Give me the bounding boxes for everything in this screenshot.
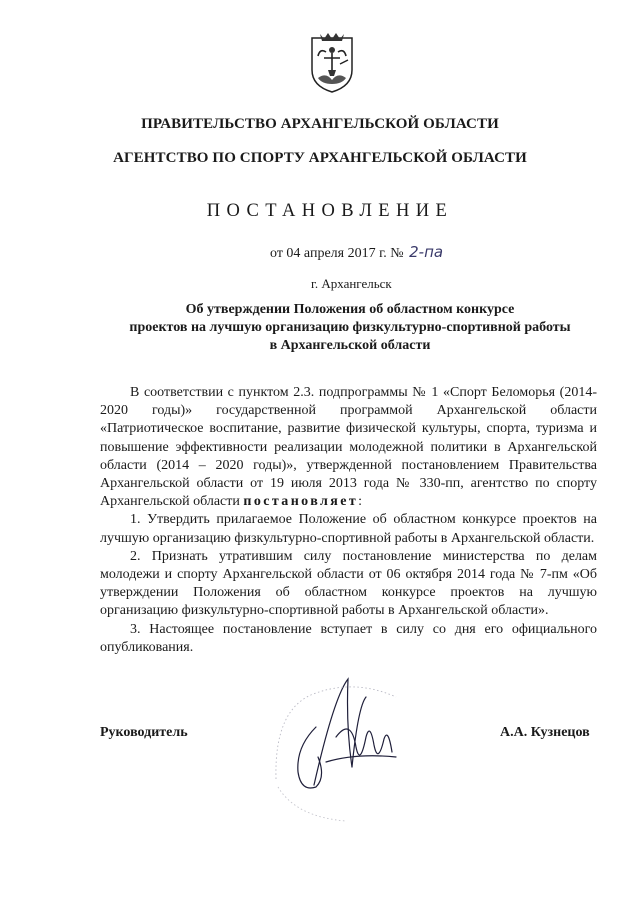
item-2: 2. Признать утратившим силу постановление министерства по делам молодежи и спорту Архангельской области от 06 октября 2014 года № 7-пм «Об утверждении Положения об областном конкурсе проектов на лучшую организацию физкультурно-спортивной работы в Архангельской области». [100,548,597,619]
item-1: 1. Утвердить прилагаемое Положение об областном конкурсе проектов на лучшую организацию физкультурно-спортивной работы в Архангельской области. [100,512,597,546]
resolves-keyword: постановляет [243,494,359,510]
document-subject [100,301,600,355]
signatory-position: Руководитель [100,725,188,740]
preamble-text: В соответствии с пунктом 2.3. подпрограммы № 1 «Спорт Беломорья (2014-2020 годы)» государственной программой Архангельской области «Патриотическое воспитание, развитие физической культуры, спорта, туризма и повышение эффективности реализации молодежной политики в Архангельской области (2014 – 2020 годы)», утвержденной постановлением Правительства Архангельской области от 19 июля 2013 года № 330-пп, агентство по спорту Архангельской области [100,385,597,510]
item-3: 3. Настоящее постановление вступает в силу со дня его официального опубликования. [100,621,597,655]
signatory-name: А.А. Кузнецов [500,725,590,740]
government-title: ПРАВИТЕЛЬСТВО АРХАНГЕЛЬСКОЙ ОБЛАСТИ [141,116,499,132]
arkhangelsk-coat-of-arms-icon [306,30,358,94]
preamble-paragraph: В соответствии с пунктом 2.3. подпрограммы № 1 «Спорт Беломорья (2014-2020 годы)» государственной программой Архангельской области «Патриотическое воспитание, развитие физической культуры, спорта, туризма и повышение эффективности реализации молодежной политики в Архангельской области (2014 – 2020 годы)», утвержденной постановлением Правительства Архангельской области от 19 июля 2013 года № 330-пп, агентство по спорту Архангельской области постановляет: [100,385,597,510]
subject-line: проектов на лучшую организацию физкультурно-спортивной работы [129,320,571,335]
document-number: 2-па [409,243,444,261]
agency-title: АГЕНТСТВО ПО СПОРТУ АРХАНГЕЛЬСКОЙ ОБЛАСТИ [113,150,527,166]
subject-line: в Архангельской области [269,338,431,353]
document-date: от 04 апреля 2017 г. № [270,246,404,261]
document-body [100,384,597,657]
subject-line: Об утверждении Положения об областном конкурсе [185,302,515,317]
handwritten-signature [256,667,436,827]
document-type: ПОСТАНОВЛЕНИЕ [206,201,454,221]
date-line [270,243,443,262]
document-city: г. Архангельск [311,276,392,291]
